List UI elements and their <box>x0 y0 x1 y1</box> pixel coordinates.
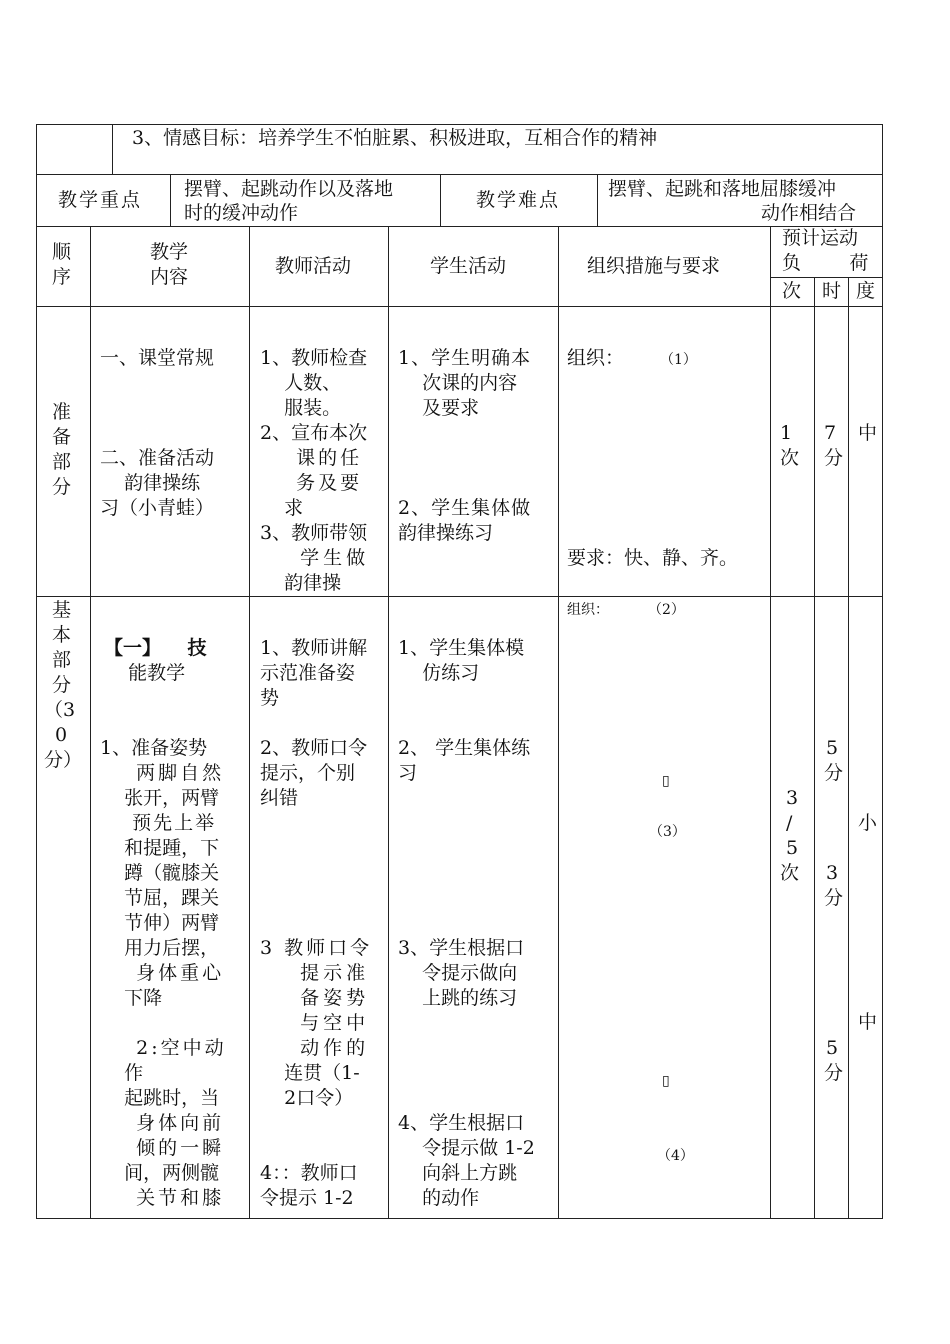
table-right-border <box>882 124 883 1218</box>
col-line-organize <box>770 226 771 1218</box>
col-line-content <box>249 226 250 1218</box>
emotional-goal-text: 3、情感目标：培养学生不怕脏累、积极进取，互相合作的精神 <box>132 127 658 149</box>
row-divider <box>36 306 883 307</box>
basic-intensity-a: 小 <box>858 812 878 834</box>
header-order-2: 序 <box>52 266 72 288</box>
header-content-1: 教学 <box>150 241 189 263</box>
org-figure-label: （1） <box>660 352 697 368</box>
header-load-2: 负 荷 <box>782 252 869 274</box>
col-line-teacher <box>388 226 389 1218</box>
row-divider <box>36 596 883 597</box>
col-line-duration <box>848 277 849 1218</box>
formation-row <box>585 1168 725 1193</box>
col-line-times <box>814 277 815 1218</box>
formation-row <box>585 994 725 1019</box>
key-point-label: 教学重点 <box>58 189 143 211</box>
goal-indent-line <box>112 124 113 174</box>
difficulty-line-2: 动作相结合 <box>761 202 857 224</box>
header-duration: 时 <box>822 280 842 302</box>
prep-times-1: 1 <box>780 422 793 444</box>
formation-row <box>585 944 725 969</box>
org-label: 组织： <box>567 347 625 369</box>
header-organize: 组织措施与要求 <box>587 255 721 277</box>
org-figure-4-label: （4） <box>657 1148 694 1164</box>
col-line-student <box>558 226 559 1218</box>
row-divider <box>36 174 883 175</box>
difficulty-label: 教学难点 <box>476 189 561 211</box>
teacher-position-marker: ▯ <box>662 773 670 789</box>
formation-row <box>585 694 725 719</box>
formation-row <box>585 719 725 744</box>
org-figure-3-label: （3） <box>649 824 686 840</box>
formation-row <box>585 894 725 919</box>
header-load-1: 预计运动 <box>782 227 859 249</box>
prep-duration-1: 7 <box>824 422 837 444</box>
focus-col-line <box>170 174 171 226</box>
table-left-border <box>36 124 37 1218</box>
header-order-1: 顺 <box>52 241 72 263</box>
key-point-line-2: 时的缓冲动作 <box>184 202 299 224</box>
prep-times-2: 次 <box>780 447 800 469</box>
org-requirement: 要求：快、静、齐。 <box>567 547 739 569</box>
header-student: 学生活动 <box>430 255 507 277</box>
focus-col-line <box>440 174 441 226</box>
skill-title-2: 能教学 <box>104 662 186 684</box>
org-figure-2-label: （2） <box>648 602 685 618</box>
formation-row <box>585 644 725 669</box>
header-times: 次 <box>782 280 802 302</box>
row-divider <box>36 226 883 227</box>
table-top-border <box>36 124 883 125</box>
header-content-2: 内容 <box>150 266 189 288</box>
difficulty-line-1: 摆臂、起跳和落地屈膝缓冲 <box>608 178 837 200</box>
table-bottom-border <box>36 1218 883 1219</box>
focus-col-line <box>597 174 598 226</box>
header-intensity: 度 <box>856 280 876 302</box>
load-subheader-line <box>770 277 883 278</box>
header-teacher: 教师活动 <box>275 255 352 277</box>
org-label: 组织： <box>567 602 609 618</box>
skill-title: 【一】 技 <box>104 637 207 659</box>
col-line-order <box>90 226 91 1218</box>
teacher-position-marker: ▯ <box>662 1073 670 1089</box>
formation-row <box>585 844 725 869</box>
basic-intensity-b: 中 <box>858 1011 878 1033</box>
prep-intensity: 中 <box>858 422 878 444</box>
key-point-line-1: 摆臂、起跳动作以及落地 <box>184 178 394 200</box>
formation-row <box>585 669 725 694</box>
prep-duration-2: 分 <box>824 447 844 469</box>
